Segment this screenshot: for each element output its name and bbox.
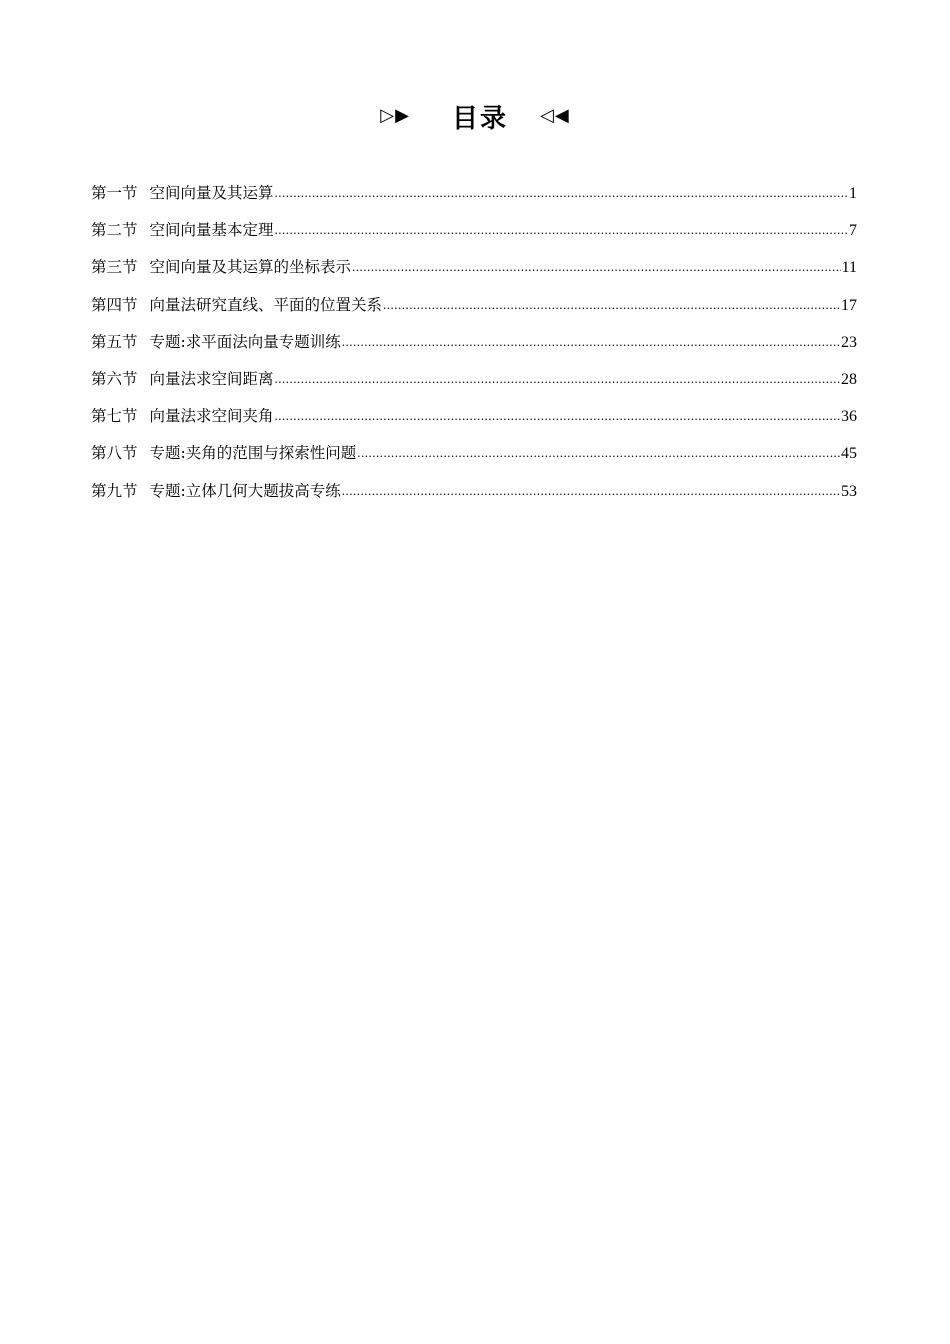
table-of-contents [91,181,857,516]
toc-section-number: 第六节 [91,369,138,388]
toc-section-title: 向量法研究直线、平面的位置关系 [149,295,383,314]
toc-page-number: 7 [849,222,857,240]
toc-section-title: 专题:立体几何大题拔高专练 [149,481,341,500]
toc-section-number: 第二节 [91,221,138,240]
toc-section-title: 空间向量基本定理 [149,221,274,240]
toc-section-number: 第五节 [91,332,138,351]
toc-header [0,96,950,136]
right-arrow-decoration-icon: ◁◀ [540,105,570,126]
toc-page-number: 45 [841,445,857,463]
toc-entry[interactable] [91,293,857,330]
toc-entry[interactable] [91,441,857,478]
toc-page-number: 36 [841,408,857,426]
toc-entry[interactable] [91,181,857,218]
toc-dot-leader [342,483,840,499]
toc-title: 目录 [451,103,508,134]
toc-entry[interactable] [91,367,857,404]
toc-dot-leader [275,408,840,424]
toc-dot-leader [352,259,841,275]
toc-section-title: 专题:求平面法向量专题训练 [149,332,341,351]
toc-section-number: 第九节 [91,481,138,500]
toc-page-number: 53 [841,482,857,500]
toc-section-title: 空间向量及其运算的坐标表示 [149,258,352,277]
toc-section-number: 第一节 [91,184,138,202]
toc-entry[interactable] [91,404,857,441]
toc-section-title: 向量法求空间夹角 [149,407,274,426]
toc-entry[interactable] [91,255,857,292]
toc-section-number: 第三节 [91,258,138,277]
toc-dot-leader [275,222,848,238]
toc-dot-leader [383,297,840,313]
toc-dot-leader [275,371,840,387]
toc-dot-leader [275,185,848,201]
toc-page-number: 28 [841,370,857,388]
toc-section-title: 专题:夹角的范围与探索性问题 [149,444,357,463]
toc-page-number: 1 [849,185,857,202]
toc-dot-leader [342,334,840,350]
toc-section-number: 第八节 [91,444,138,463]
left-arrow-decoration-icon: ▷▶ [380,105,410,126]
toc-section-number: 第四节 [91,295,138,314]
toc-page-number: 17 [841,296,857,314]
toc-entry[interactable] [91,330,857,367]
toc-section-number: 第七节 [91,407,138,426]
toc-dot-leader [357,445,840,461]
toc-entry[interactable] [91,218,857,255]
toc-page-number: 23 [841,333,857,351]
toc-section-title: 空间向量及其运算 [149,184,274,202]
toc-entry[interactable] [91,479,857,516]
toc-section-title: 向量法求空间距离 [149,369,274,388]
toc-page-number: 11 [841,259,857,277]
